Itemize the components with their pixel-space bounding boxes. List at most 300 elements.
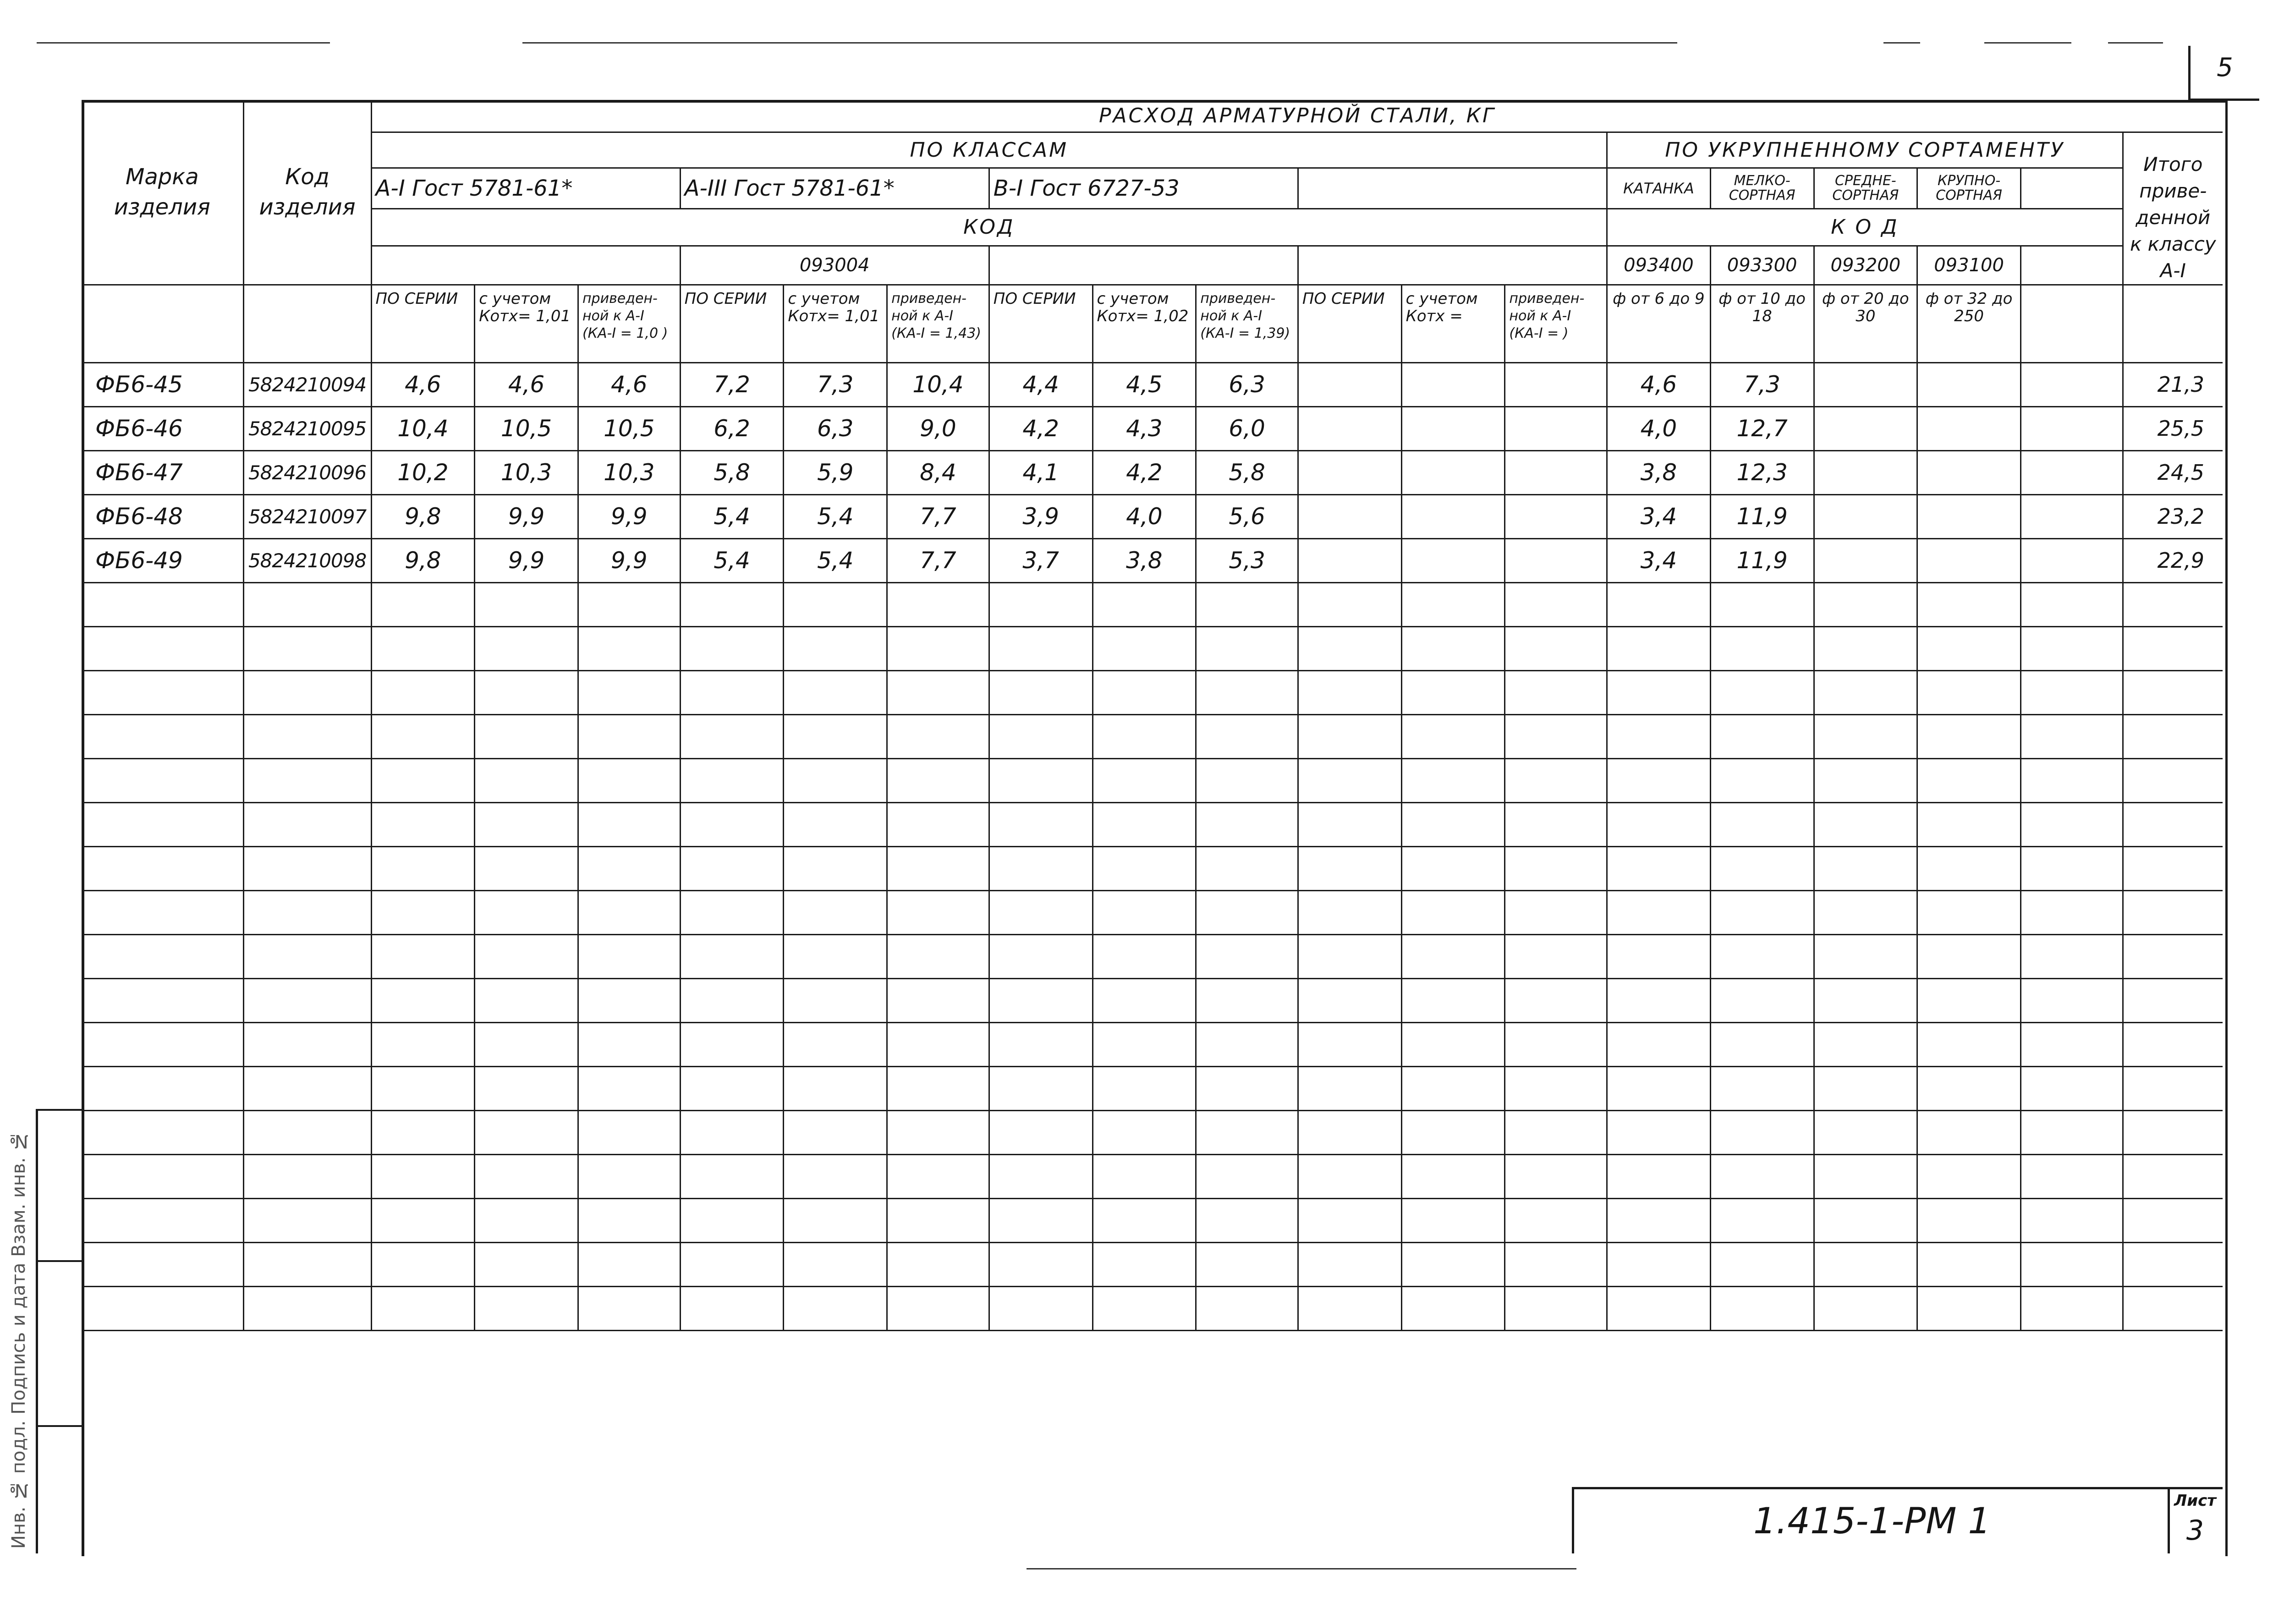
cell-value [371,934,475,978]
cell-value [2123,1242,2223,1286]
cell-value [1917,406,2021,450]
cell-value [1298,494,1401,538]
cell-value [1401,538,1505,582]
cell-mark [82,1286,243,1330]
table-row [82,802,2223,846]
cell-value [1093,978,1196,1022]
cell-value [784,934,887,978]
cell-value [1505,1022,1607,1066]
cell-value [887,846,989,890]
cell-value [2123,934,2223,978]
cell-value [1298,758,1401,802]
cell-value: 4,3 [1093,406,1196,450]
cell-value [1607,978,1711,1022]
by-assortment-header: ПО УКРУПНЕННОМУ СОРТАМЕНТУ [1607,132,2123,168]
cell-value [1093,582,1196,626]
cell-value [1814,846,1917,890]
table-row [82,406,2223,450]
cell-value [989,978,1093,1022]
table-row [82,1242,2223,1286]
cell-mark [82,978,243,1022]
cell-value [1710,670,1814,714]
cell-value [2020,934,2123,978]
cell-value [475,582,578,626]
cell-value [1917,1066,2021,1110]
cell-value [1093,1198,1196,1242]
cell-value: 4,2 [989,406,1093,450]
cell-value [989,626,1093,670]
cell-value [1401,406,1505,450]
cell-value [1401,978,1505,1022]
cell-value [1401,362,1505,406]
cell-value: 4,0 [1093,494,1196,538]
cell-value [1196,890,1298,934]
cell-value [1093,1022,1196,1066]
cell-value [1710,1154,1814,1198]
table-row [82,1198,2223,1242]
cell-value [1196,1198,1298,1242]
cell-code [243,1110,371,1154]
cell-value [1093,1154,1196,1198]
cell-value [578,1110,680,1154]
cell-mark [82,670,243,714]
cell-value [1401,450,1505,494]
cell-value [680,1154,784,1198]
cell-value: 3,4 [1607,494,1711,538]
cell-value [1196,1022,1298,1066]
cell-value [371,1198,475,1242]
cell-value [680,670,784,714]
cell-mark [82,846,243,890]
cell-value [887,1154,989,1198]
cell-value [1298,802,1401,846]
document-number: 1.415-1-РМ 1 [1572,1487,2170,1553]
assort-empty-header [2020,168,2123,208]
cell-value [1298,582,1401,626]
cell-value [1401,714,1505,758]
cell-value [1917,934,2021,978]
cell-value [1505,450,1607,494]
cell-value [1917,1110,2021,1154]
cell-value [1505,670,1607,714]
kod-header: КОД [371,209,1607,246]
cell-value [1505,406,1607,450]
cell-value [784,1110,887,1154]
cell-value: 4,6 [371,362,475,406]
cell-value [1298,406,1401,450]
cell-value: 6,2 [680,406,784,450]
cell-value [1093,1110,1196,1154]
cell-value [989,890,1093,934]
cell-value [578,934,680,978]
cell-value [680,846,784,890]
cell-value [2123,1154,2223,1198]
cell-value [1196,758,1298,802]
cell-value [989,1154,1093,1198]
assort-katanka-header: КАТАНКА [1607,168,1711,208]
cell-value: 3,4 [1607,538,1711,582]
cell-value [1917,1242,2021,1286]
cell-value: 3,8 [1607,450,1711,494]
cell-value [887,714,989,758]
cell-value [680,582,784,626]
table-row [82,362,2223,406]
cell-value [2020,1242,2123,1286]
cell-value [989,934,1093,978]
sub-1a: ПО СЕРИИ [371,285,475,362]
table-row [82,1154,2223,1198]
cell-value: 9,8 [371,538,475,582]
cell-value [1196,626,1298,670]
cell-value [1814,1066,1917,1110]
cell-value [680,1022,784,1066]
cell-value [887,670,989,714]
sub-4c: приведен-ной к А-I (КА-I = ) [1505,285,1607,362]
cell-value [1401,802,1505,846]
cell-value [1814,1242,1917,1286]
cell-value [2123,1198,2223,1242]
cell-value [1505,890,1607,934]
cell-value [1401,494,1505,538]
cell-value [1196,670,1298,714]
cell-value [475,1022,578,1066]
cell-value [1298,670,1401,714]
trim-line [2108,42,2163,44]
cell-code [243,582,371,626]
binding-stamp-text: Инв. № подл. Подпись и дата Взам. инв. № [8,1130,29,1549]
cell-value [887,1198,989,1242]
cell-value [371,714,475,758]
cell-value [1093,714,1196,758]
cell-value [2020,758,2123,802]
cell-value [887,1022,989,1066]
cell-value [1917,890,2021,934]
cell-value: 4,6 [475,362,578,406]
cell-code: 5824210097 [243,494,371,538]
cell-value [1710,758,1814,802]
cell-value [1298,846,1401,890]
cell-value [680,758,784,802]
cell-code: 5824210098 [243,538,371,582]
cell-value: 5,4 [784,538,887,582]
cell-value: 7,3 [1710,362,1814,406]
cell-value [2020,1110,2123,1154]
cell-value [1298,1022,1401,1066]
table-row [82,538,2223,582]
cell-mark [82,714,243,758]
cell-value [578,978,680,1022]
cell-value [475,1110,578,1154]
cell-value [1196,978,1298,1022]
cell-code: 5824210094 [243,362,371,406]
cell-code [243,670,371,714]
cell-value: 10,3 [578,450,680,494]
cell-value [1814,626,1917,670]
cell-value [1917,450,2021,494]
cell-value [1814,934,1917,978]
cell-value [1401,1242,1505,1286]
cell-value [680,890,784,934]
cell-value [2020,494,2123,538]
cell-value [1607,714,1711,758]
cell-value: 10,4 [371,406,475,450]
cell-value [1607,1286,1711,1330]
cell-value [1917,538,2021,582]
cell-value: 10,2 [371,450,475,494]
cell-value [1401,626,1505,670]
cell-value [989,1242,1093,1286]
cell-value [1814,1286,1917,1330]
cell-value [475,1286,578,1330]
cell-value [1401,758,1505,802]
table-body [82,362,2223,1330]
cell-value [2123,1066,2223,1110]
cell-value [1298,890,1401,934]
cell-value [784,714,887,758]
cell-value [1710,582,1814,626]
cell-value [2020,1066,2123,1110]
cell-code [243,714,371,758]
cell-code [243,1286,371,1330]
cell-value [1505,1066,1607,1110]
cell-value: 9,9 [475,494,578,538]
cell-value [578,802,680,846]
cell-value [371,758,475,802]
cell-value [2123,626,2223,670]
cell-code [243,626,371,670]
cell-value: 3,9 [989,494,1093,538]
cell-value [1401,1154,1505,1198]
cell-value [1814,978,1917,1022]
cell-value [1298,450,1401,494]
cell-value [1710,1022,1814,1066]
cell-code [243,890,371,934]
cell-value [887,626,989,670]
cell-value [1607,626,1711,670]
cell-value [1505,582,1607,626]
cell-value [475,1066,578,1110]
cell-value [1710,1286,1814,1330]
cell-value [578,1286,680,1330]
cell-value [2123,890,2223,934]
cell-value [2123,1022,2223,1066]
cell-value [1505,538,1607,582]
cell-value [1505,758,1607,802]
cell-code [243,1022,371,1066]
cell-value [1607,802,1711,846]
cell-value [1917,1154,2021,1198]
cell-value [1196,802,1298,846]
cell-value [1607,582,1711,626]
class-empty-header [1298,168,1607,208]
cell-value [1607,846,1711,890]
cell-value [475,934,578,978]
table-row [82,714,2223,758]
cell-value [1505,494,1607,538]
cell-value: 5,6 [1196,494,1298,538]
blank-mark-sub [82,285,243,362]
cell-mark [82,890,243,934]
cell-value [784,1242,887,1286]
cell-value [1607,1198,1711,1242]
cell-value [1093,890,1196,934]
cell-value [1505,846,1607,890]
cell-value [1917,714,2021,758]
cell-value [784,582,887,626]
cell-value [1814,758,1917,802]
table-row [82,1286,2223,1330]
page-number: 5 [2217,53,2233,82]
cell-value [1093,802,1196,846]
cell-code [243,802,371,846]
sub-4a: ПО СЕРИИ [1298,285,1401,362]
cell-value: 7,7 [887,538,989,582]
cell-value [371,1154,475,1198]
cell-value [2123,1286,2223,1330]
cell-value: 5,4 [680,494,784,538]
cell-value: 5,8 [680,450,784,494]
cell-value [1196,1110,1298,1154]
cell-value [784,758,887,802]
cell-value: 12,7 [1710,406,1814,450]
cell-value: 11,9 [1710,494,1814,538]
cell-value [1814,450,1917,494]
cell-value [680,934,784,978]
cell-value [1607,934,1711,978]
cell-value [1814,802,1917,846]
cell-value: 7,3 [784,362,887,406]
cell-mark [82,1022,243,1066]
cell-value [1917,802,2021,846]
cell-value [2020,1154,2123,1198]
cell-value: 4,2 [1093,450,1196,494]
cell-value [578,1154,680,1198]
assort-melko-header: МЕЛКО-СОРТНАЯ [1710,168,1814,208]
class-b1-header: В-I Гост 6727-53 [989,168,1298,208]
sub-3b: с учетом Котх= 1,02 [1093,285,1196,362]
cell-value [578,626,680,670]
cell-value [1710,978,1814,1022]
table-row [82,582,2223,626]
cell-value [784,1198,887,1242]
cell-value [1196,714,1298,758]
cell-value [1505,714,1607,758]
cell-value [1505,1198,1607,1242]
cell-value [887,758,989,802]
cell-value [1298,1110,1401,1154]
cell-value [2020,802,2123,846]
cell-value [578,846,680,890]
cell-value [1093,934,1196,978]
cell-value: 21,3 [2123,362,2223,406]
cell-value [475,978,578,1022]
cell-value [2020,890,2123,934]
code-class-empty [1298,246,1607,285]
cell-value [1814,538,1917,582]
cell-value [1917,1198,2021,1242]
cell-mark [82,802,243,846]
cell-value: 23,2 [2123,494,2223,538]
cell-value [1093,1066,1196,1110]
cell-value [887,582,989,626]
cell-value [1298,626,1401,670]
cell-value [1917,846,2021,890]
cell-value [371,890,475,934]
cell-value: 9,9 [578,494,680,538]
cell-value [2123,846,2223,890]
cell-value [475,670,578,714]
cell-value [989,670,1093,714]
cell-value [989,1198,1093,1242]
cell-mark [82,758,243,802]
cell-value [2020,846,2123,890]
sub-4b: с учетом Котх = [1401,285,1505,362]
table-row [82,1022,2223,1066]
cell-code: 5824210095 [243,406,371,450]
trim-line [1984,42,2071,44]
cell-value [784,802,887,846]
table-row [82,758,2223,802]
cell-value [680,1286,784,1330]
sheet-label: Лист [2174,1492,2216,1510]
cell-value [1710,1066,1814,1110]
cell-value: 3,7 [989,538,1093,582]
cell-value [475,890,578,934]
cell-value [1093,1286,1196,1330]
cell-value [1710,714,1814,758]
cell-value [887,802,989,846]
cell-value [1298,1242,1401,1286]
cell-value [1196,1286,1298,1330]
cell-value [1505,362,1607,406]
cell-mark: ФБ6-46 [82,406,243,450]
cell-value [784,890,887,934]
cell-mark [82,582,243,626]
cell-value [2020,450,2123,494]
cell-value [1607,1022,1711,1066]
table-row [82,494,2223,538]
cell-value [371,846,475,890]
cell-value [1814,670,1917,714]
assort-sredne-header: СРЕДНЕ-СОРТНАЯ [1814,168,1917,208]
cell-code [243,1198,371,1242]
col-code-header: Код изделия [243,100,371,285]
cell-value [578,670,680,714]
cell-value [1196,1066,1298,1110]
cell-value: 4,4 [989,362,1093,406]
cell-value: 7,7 [887,494,989,538]
cell-value [1917,582,2021,626]
cell-value: 5,3 [1196,538,1298,582]
binding-stamp [36,1109,84,1553]
cell-value [1298,1066,1401,1110]
cell-value [2123,582,2223,626]
cell-value: 10,5 [475,406,578,450]
cell-value [1917,978,2021,1022]
table-row [82,1066,2223,1110]
cell-value [1298,978,1401,1022]
cell-value [1401,1022,1505,1066]
cell-mark [82,1198,243,1242]
cell-value [1401,890,1505,934]
sub-2a: ПО СЕРИИ [680,285,784,362]
cell-value [887,1242,989,1286]
cell-code [243,758,371,802]
class-a3-header: А-III Гост 5781-61* [680,168,989,208]
cell-value [578,1022,680,1066]
cell-value [1196,934,1298,978]
kod-header-2: К О Д [1607,209,2123,246]
